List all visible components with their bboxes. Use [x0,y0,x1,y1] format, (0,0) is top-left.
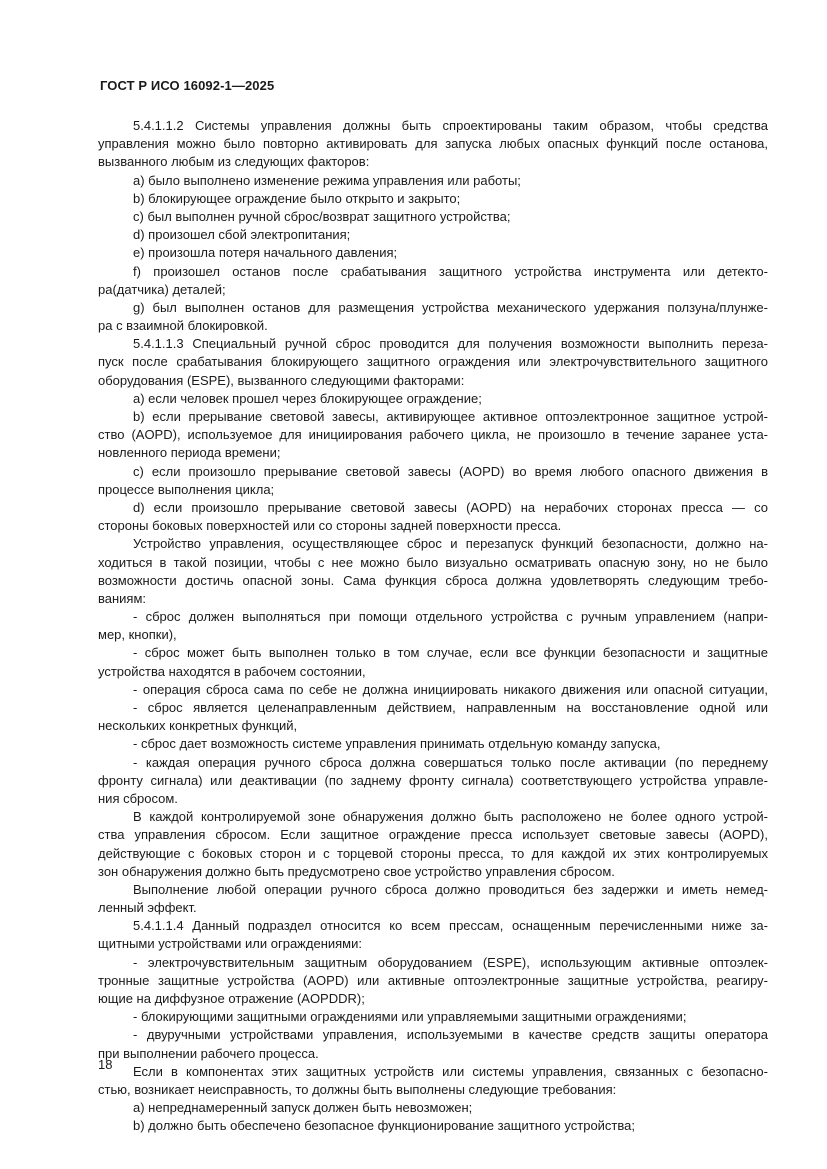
body-text [98,117,768,1136]
text-line: процессе выполнения цикла; [98,481,275,497]
text-line: зон обнаружения должно быть предусмотрено свое устройство управления сбросом. [98,863,615,879]
text-line: управления можно было повторно активировать для запуска любых опасных функций после останова, [98,136,768,152]
text-line: стью, возникает неисправность, то должны быть выполнены следующие требования: [98,1081,617,1097]
text-line: В каждой контролируемой зоне обнаружения должно быть расположено не более одного устрой- [133,809,768,825]
text-line: тронные защитные устройства (AOPD) или активные оптоэлектронные защитные устройства, реагиру- [98,972,768,988]
text-line: - сброс может быть выполнен только в том случае, если все функции безопасности и защитные [133,645,768,661]
text-line: ваниям: [98,590,147,606]
text-line: - операция сброса сама по себе не должна инициировать никакого движения или опасной ситуации, [133,681,768,697]
text-line: 5.4.1.1.4 Данный подраздел относится ко всем прессам, оснащенным перечисленными ниже за- [133,918,768,934]
text-line: b) блокирующее ограждение было открыто и закрыто; [133,190,461,206]
text-line: - сброс является целенаправленным действием, направленным на восстановление одной или [133,700,768,715]
text-line: нескольких конкретных функций, [98,718,298,734]
text-line: фронту сигнала) или деактивации (по заднему фронту сигнала) соответствующего устройства управле- [98,772,768,788]
text-line: 5.4.1.1.2 Системы управления должны быть спроектированы таким образом, чтобы средства [133,118,768,133]
text-line: пуск после срабатывания блокирующего защитного ограждения или электрочувствительного защитного [98,354,768,370]
text-line: ра(датчика) деталей; [98,281,226,297]
text-line: - сброс дает возможность системе управления принимать отдельную команду запуска, [133,736,661,752]
standard-header: ГОСТ Р ИСО 16092-1—2025 [100,78,275,93]
text-line: ра с взаимной блокировкой. [98,318,268,334]
text-line: Устройство управления, осуществляющее сброс и перезапуск функций безопасности, должно на- [133,536,768,552]
text-line: b) если прерывание световой завесы, активирующее активное оптоэлектронное защитное устрой- [133,409,768,424]
text-line: новленного периода времени; [98,445,281,461]
text-line: a) было выполнено изменение режима управления или работы; [133,172,521,188]
text-line: e) произошла потеря начального давления; [133,245,398,261]
text-line: - сброс должен выполняться при помощи отдельного устройства с ручным управлением (напри- [133,609,768,625]
text-line: ство (AOPD), используемое для инициирования рабочего цикла, не произошло в течение заранее уста- [98,427,768,443]
text-line: d) произошел сбой электропитания; [133,227,351,243]
text-line: a) если человек прошел через блокирующее ограждение; [133,390,482,406]
text-line: действующие с боковых сторон и с торцевой стороны пресса, то для каждой их этих контролируемых [98,845,768,861]
text-line: g) был выполнен останов для размещения устройства механического удержания ползуна/плунже- [133,299,768,315]
text-line: щитными устройствами или ограждениями: [98,936,362,952]
text-line: вызванного любым из следующих факторов: [98,154,370,170]
text-line: a) непреднамеренный запуск должен быть невозможен; [133,1100,473,1116]
text-line: ленный эффект. [98,900,197,916]
text-line: f) произошел останов после срабатывания защитного устройства инструмента или детекто- [133,263,768,279]
text-line: возможности достичь опасной зоны. Сама функция сброса должна удовлетворять следующим требо- [98,572,768,588]
text-line: ства управления сбросом. Если защитное ограждение пресса использует световые завесы (AOPD), [98,827,768,843]
text-line: c) если произошло прерывание световой завесы (AOPD) во время любого опасного движения в [133,463,768,479]
text-line: - двуручными устройствами управления, используемыми в качестве средств защиты оператора [133,1027,768,1043]
text-line: стороны боковых поверхностей или со стороны задней поверхности пресса. [98,518,562,534]
text-line: - блокирующими защитными ограждениями или управляемыми защитными ограждениями; [133,1009,687,1025]
text-line: ющие на диффузное отражение (AOPDDR); [98,991,365,1006]
text-line: d) если произошло прерывание световой завесы (AOPD) на нерабочих сторонах пресса — со [133,499,768,515]
text-line: ходиться в такой позиции, чтобы с нее можно было визуально осматривать опасную зону, но не было [98,554,768,570]
text-line: при выполнении рабочего процесса. [98,1045,319,1061]
text-line: Если в компонентах этих защитных устройств или системы управления, связанных с безопасно- [133,1063,768,1079]
text-line: оборудования (ESPE), вызванного следующими факторами: [98,372,465,388]
text-line: - каждая операция ручного сброса должна совершаться только после активации (по переднему [133,754,768,770]
text-line: устройства находятся в рабочем состоянии, [98,663,366,679]
text-line: ния сбросом. [98,790,178,806]
text-line: мер, кнопки), [98,627,177,643]
text-line: - электрочувствительным защитным оборудованием (ESPE), использующим активные оптоэлек- [133,954,768,970]
text-line: b) должно быть обеспечено безопасное функционирование защитного устройства; [133,1118,635,1134]
text-line: 5.4.1.1.3 Специальный ручной сброс проводится для получения возможности выполнить переза- [133,336,768,352]
page-number: 18 [98,1057,113,1072]
text-line: c) был выполнен ручной сброс/возврат защитного устройства; [133,208,511,224]
text-line: Выполнение любой операции ручного сброса должно проводиться без задержки и иметь немед- [133,881,768,897]
